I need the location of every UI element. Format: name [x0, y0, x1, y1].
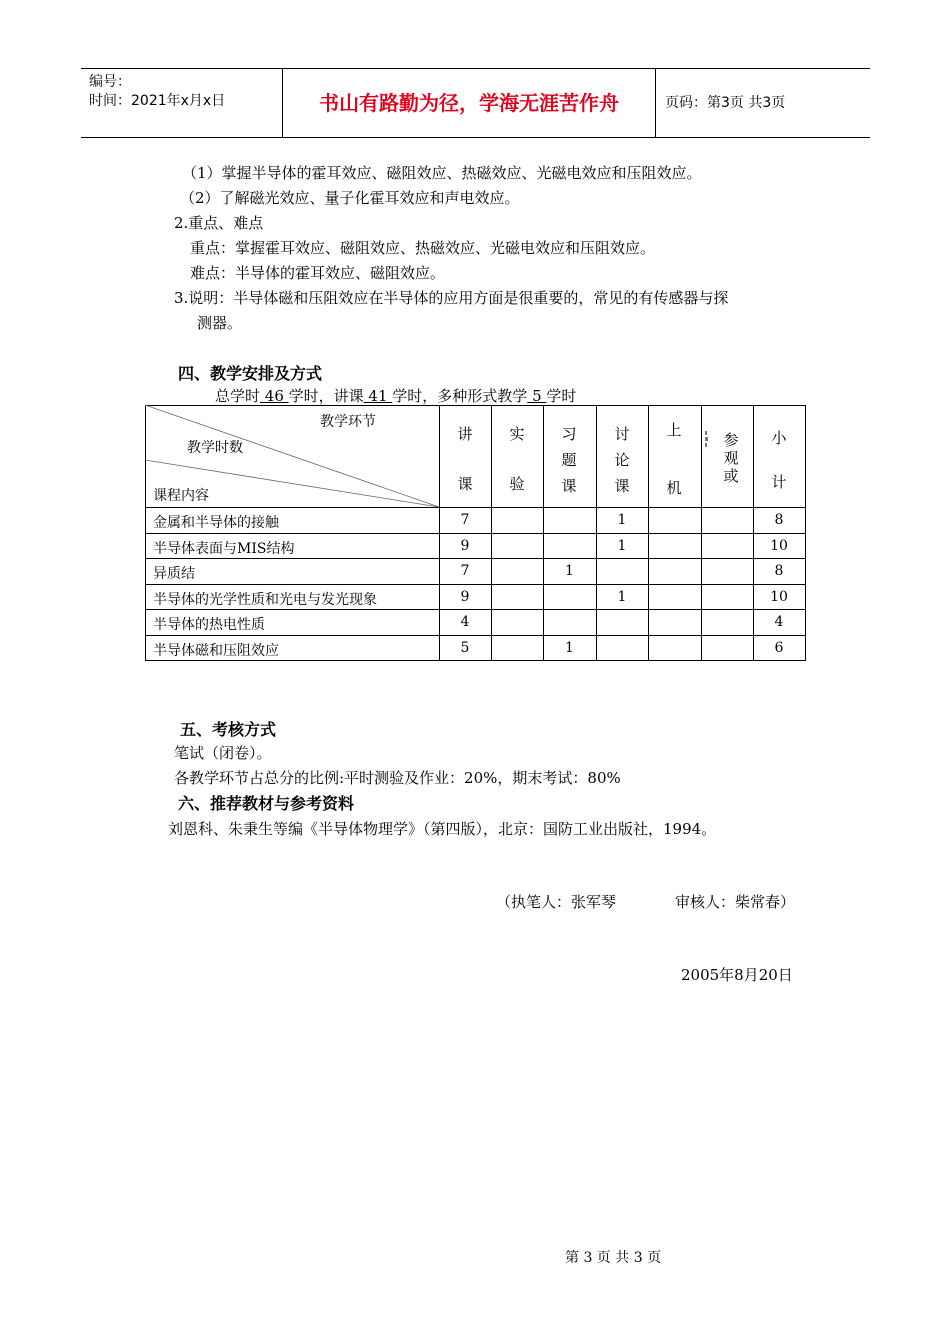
header-motto: 书山有路勤为径，学海无涯苦作舟 [319, 91, 619, 115]
row-course-name: 半导体的热电性质 [153, 617, 265, 633]
section-6-title: 六、推荐教材与参考资料 [178, 794, 355, 813]
row-total: 4 [774, 614, 784, 630]
col-discussion-3: 课 [614, 477, 630, 495]
row-lecture: 9 [460, 538, 470, 554]
corner-label-bottom: 课程内容 [153, 488, 209, 504]
key-points: 重点：掌握霍耳效应、磁阻效应、热磁效应、光磁电效应和压阻效应。 [190, 239, 656, 257]
row-total: 6 [774, 640, 784, 656]
corner-label-mid: 教学时数 [187, 440, 243, 456]
corner-label-top: 教学环节 [320, 414, 376, 430]
row-exercise: 1 [565, 640, 574, 656]
row-total: 8 [774, 512, 784, 528]
total-hours-label: 总学时 [215, 387, 261, 405]
row-course-name: 金属和半导体的接触 [153, 515, 279, 531]
row-course-name: 半导体磁和压阻效应 [153, 643, 279, 659]
reviewer-signature: 审核人：柴常春） [675, 893, 796, 911]
schedule-table [145, 405, 806, 661]
lecture-hours-label: 学时，讲课 [288, 387, 364, 405]
row-lecture: 7 [460, 563, 470, 579]
objective-item-1: （1）掌握半导体的霍耳效应、磁阻效应、热磁效应、光磁电效应和压阻效应。 [182, 164, 702, 182]
lecture-hours-value: 41 [363, 387, 393, 405]
col-lab-1: 实 [509, 425, 525, 443]
multi-hours-value: 5 [527, 387, 547, 405]
row-total: 8 [774, 563, 784, 579]
objective-item-2: （2）了解磁光效应、量子化霍耳效应和声电效应。 [180, 189, 520, 207]
header-divider-right [655, 69, 656, 137]
key-points-heading: 2.重点、难点 [174, 214, 264, 232]
exam-format: 笔试（闭卷）。 [174, 744, 272, 762]
header-page-info: 页码：第3页 共3页 [665, 95, 786, 111]
row-lecture: 9 [460, 589, 470, 605]
note-line-1: 3.说明：半导体磁和压阻效应在半导体的应用方面是很重要的，常见的有传感器与探 [174, 289, 729, 307]
row-discussion: 1 [617, 589, 627, 605]
row-lecture: 7 [460, 512, 470, 528]
row-total: 10 [770, 589, 788, 605]
multi-hours-label: 学时，多种形式教学 [392, 387, 528, 405]
row-course-name: 半导体的光学性质和光电与发光现象 [153, 592, 377, 608]
row-course-name: 异质结 [153, 566, 195, 582]
col-computer-2: 机 [666, 479, 682, 497]
col-visit-1: 参 [723, 431, 739, 449]
col-exercise-2: 题 [561, 451, 577, 469]
row-course-name: 半导体表面与MIS结构 [153, 541, 295, 557]
col-computer-1: 上 [666, 421, 682, 439]
col-exercise-1: 习 [561, 425, 577, 443]
col-visit-2: 观 [723, 449, 739, 467]
col-exercise-3: 课 [561, 477, 577, 495]
difficulties: 难点：半导体的霍耳效应、磁阻效应。 [190, 264, 446, 282]
row-lecture: 4 [460, 614, 470, 630]
col-discussion-1: 讨 [614, 425, 630, 443]
row-total: 10 [770, 538, 788, 554]
col-lab-2: 验 [509, 475, 525, 493]
col-visit-3: 或 [723, 467, 739, 485]
author-signature: （执笔人：张军琴 [496, 893, 617, 911]
row-discussion: 1 [617, 512, 627, 528]
header-meta [89, 73, 225, 111]
page-header [81, 68, 870, 138]
col-lecture-1: 讲 [457, 425, 473, 443]
hours-suffix: 学时 [546, 387, 577, 405]
section-4-title: 四、教学安排及方式 [178, 364, 323, 383]
row-exercise: 1 [565, 563, 574, 579]
col-total-2: 计 [771, 473, 787, 491]
time-label: 时间：2021年x月x日 [89, 93, 226, 109]
hours-summary [215, 385, 576, 406]
document-date: 2005年8月20日 [681, 966, 793, 984]
row-lecture: 5 [460, 640, 470, 656]
section-5-title: 五、考核方式 [180, 720, 277, 739]
col-visit-clipped-text [704, 429, 710, 457]
serial-label: 编号： [89, 74, 131, 90]
note-line-2: 测器。 [197, 314, 243, 332]
col-discussion-2: 论 [614, 451, 630, 469]
reference-entry: 刘恩科、朱秉生等编《半导体物理学》（第四版），北京：国防工业出版社，1994。 [168, 820, 717, 838]
row-discussion: 1 [617, 538, 627, 554]
col-lecture-2: 课 [457, 475, 473, 493]
grade-ratio: 各教学环节占总分的比例:平时测验及作业：20%，期末考试：80% [174, 769, 621, 787]
total-hours-value: 46 [260, 387, 289, 405]
col-total-1: 小 [771, 429, 787, 447]
page-footer: 第 3 页 共 3 页 [565, 1250, 662, 1266]
